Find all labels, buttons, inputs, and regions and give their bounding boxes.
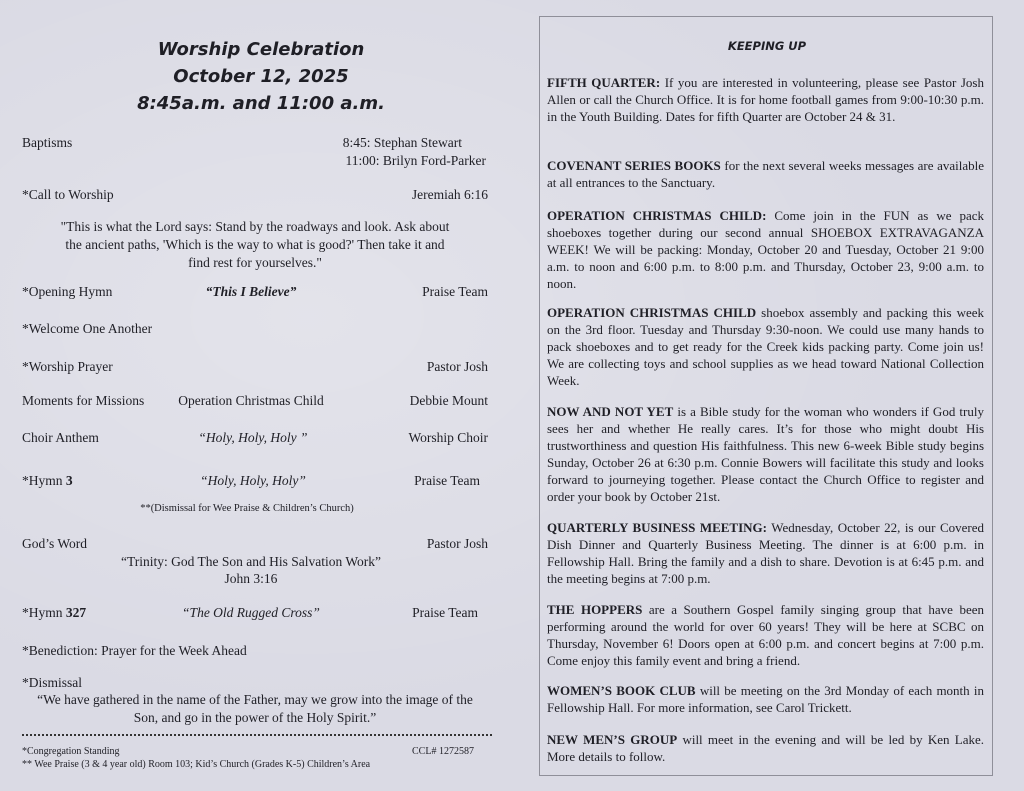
announcement-heading: COVENANT SERIES BOOKS (547, 158, 721, 173)
baptisms-second: 11:00: Brilyn Ford-Parker (345, 153, 486, 168)
keeping-up-title: KEEPING UP (727, 39, 807, 53)
opening-hymn-title: “This I Believe” (205, 284, 297, 299)
announcement-business-meeting (547, 519, 984, 587)
announcement-body: will be meeting on the 3rd Monday of each month in Fellowship Hall. For more information, see Carol Trickett. (547, 683, 985, 715)
bulletin-date: October 12, 2025 (173, 66, 349, 87)
call-label: *Call to Worship (22, 187, 114, 202)
keeping-up-panel (539, 16, 993, 776)
announcement-mens-group (547, 731, 984, 765)
missions-label: Moments for Missions (22, 393, 145, 408)
ccl-number: CCL# 1272587 (412, 746, 474, 757)
sermon-reference: John 3:16 (224, 571, 278, 586)
announcement-body: for the next several weeks messages are available at all entrances to the Sanctuary. (547, 158, 984, 190)
wee-praise-note: ** Wee Praise (3 & 4 year old) Room 103; Kid’s Church (Grades K-5) Children’s Area (22, 759, 371, 770)
announcement-heading: FIFTH QUARTER: (547, 75, 661, 90)
announcement-body: is a Bible study for the woman who wonders if God truly sees her and whether He really cares. It’s for those who might doubt His trustworthiness and question His faithfulness. This new 6-week Bible study begins Sunday, October 26 at 6:30 p.m. Connie Bowers will facilitate this study and looks forward to journeying together. Please contact the Church Office to register and order your book by October 21st. (547, 404, 984, 504)
gods-word-leader: Pastor Josh (426, 536, 488, 551)
hymn-3-prefix: *Hymn (22, 473, 66, 488)
announcement-body: shoebox assembly and packing this week on the 3rd floor. Tuesday and Thursday 9:30-noon. We could use many hands to pack shoeboxes and to get ready for the Creek kids packing party. Come join us! We are collecting toys and school supplies as we head toward National Collection Week. (547, 305, 985, 388)
hymn-327-title: “The Old Rugged Cross” (182, 605, 320, 620)
announcement-heading: OPERATION CHRISTMAS CHILD (547, 305, 757, 320)
announcement-heading: WOMEN’S BOOK CLUB (547, 683, 696, 698)
hymn-3-number: 3 (65, 473, 73, 488)
announcement-occ-extravaganza (547, 207, 984, 292)
sermon-title: “Trinity: God The Son and His Salvation Work” (120, 554, 382, 569)
call-reference: Jeremiah 6:16 (411, 187, 488, 202)
opening-hymn-leader: Praise Team (422, 284, 488, 299)
choir-anthem-label: Choir Anthem (22, 430, 99, 445)
missions-leader: Debbie Mount (409, 393, 488, 408)
choir-anthem-leader: Worship Choir (408, 430, 488, 445)
opening-hymn-label: *Opening Hymn (22, 284, 113, 299)
announcement-body: Wednesday, October 22, is our Covered Dish Dinner and Quarterly Business Meeting. The dinner is at 6:00 p.m. in Fellowship Hall. Bring the family and a dish to share. Devotion is at 6:45 p.m. and the meeting begins at 7:00 p.m. (547, 520, 984, 586)
dismissal-note: **(Dismissal for Wee Praise & Children’s Church) (140, 503, 354, 514)
announcement-body: will meet in the evening and will be led by Ken Lake. More details to follow. (547, 732, 985, 764)
announcement-heading: THE HOPPERS (547, 602, 643, 617)
call-quote-3: find rest for yourselves." (188, 255, 322, 270)
hymn-3-title: “Holy, Holy, Holy” (200, 473, 306, 488)
announcement-body: Come join in the FUN as we pack shoeboxes together during our second annual SHOEBOX EXTRAVAGANZA WEEK! We will be packing: Monday, October 20 and Tuesday, October 21 9:00 a.m. to noon and 6:00 p.m. to 8:00 p.m. and Thursday, October 23, 9:00 a.m. to noon. (547, 208, 984, 291)
dismissal-quote-1: “We have gathered in the name of the Father, may we grow into the image of the (37, 692, 473, 707)
announcement-now-and-not-yet (547, 403, 984, 505)
hymn-327-leader: Praise Team (412, 605, 478, 620)
choir-anthem-title: “Holy, Holy, Holy ” (198, 430, 308, 445)
hymn-3-leader: Praise Team (414, 473, 480, 488)
announcement-heading: NOW AND NOT YET (547, 404, 674, 419)
announcement-body: are a Southern Gospel family singing group that have been performing around the world for over 60 years! They will be here at SCBC on Thursday, November 6! Doors open at 6:00 p.m. and concert begins at 7:00 p.m. Come enjoy this family event and bring a friend. (547, 602, 984, 668)
welcome-label: *Welcome One Another (22, 321, 153, 336)
call-quote-1: "This is what the Lord says: Stand by the roadways and look. Ask about (60, 219, 450, 234)
call-quote-2: the ancient paths, 'Which is the way to what is good?' Then take it and (65, 237, 445, 252)
order-of-worship (22, 36, 490, 770)
baptisms-first: 8:45: Stephan Stewart (342, 135, 462, 150)
gods-word-label: God’s Word (22, 536, 88, 551)
hymn-327-number: 327 (65, 605, 87, 620)
worship-prayer-leader: Pastor Josh (426, 359, 488, 374)
announcement-body: If you are interested in volunteering, please see Pastor Josh Allen or call the Church Office. It is for home football games from 9:00-10:30 p.m. in the Youth Building. Dates for fifth Quarter are October 24 & 31. (547, 75, 984, 124)
congregation-standing-note: *Congregation Standing (22, 746, 120, 757)
announcement-book-club (547, 682, 984, 716)
announcement-hoppers (547, 601, 984, 669)
missions-title: Operation Christmas Child (178, 393, 324, 408)
announcement-occ-assembly (547, 304, 984, 389)
announcement-covenant-books (547, 157, 984, 191)
baptisms-label: Baptisms (22, 135, 73, 150)
hymn-327-prefix: *Hymn (22, 605, 66, 620)
dismissal-quote-2: Son, and go in the power of the Holy Spirit.” (133, 710, 377, 725)
dismissal-label: *Dismissal (22, 675, 83, 690)
bulletin-title: Worship Celebration (157, 39, 365, 60)
announcement-heading: QUARTERLY BUSINESS MEETING: (547, 520, 767, 535)
worship-prayer-label: *Worship Prayer (22, 359, 113, 374)
announcement-heading: NEW MEN’S GROUP (547, 732, 678, 747)
announcement-heading: OPERATION CHRISTMAS CHILD: (547, 208, 767, 223)
dotted-divider (22, 734, 492, 736)
announcement-fifth-quarter (547, 74, 984, 125)
service-times: 8:45a.m. and 11:00 a.m. (137, 93, 385, 114)
benediction-label: *Benediction: Prayer for the Week Ahead (22, 643, 247, 658)
